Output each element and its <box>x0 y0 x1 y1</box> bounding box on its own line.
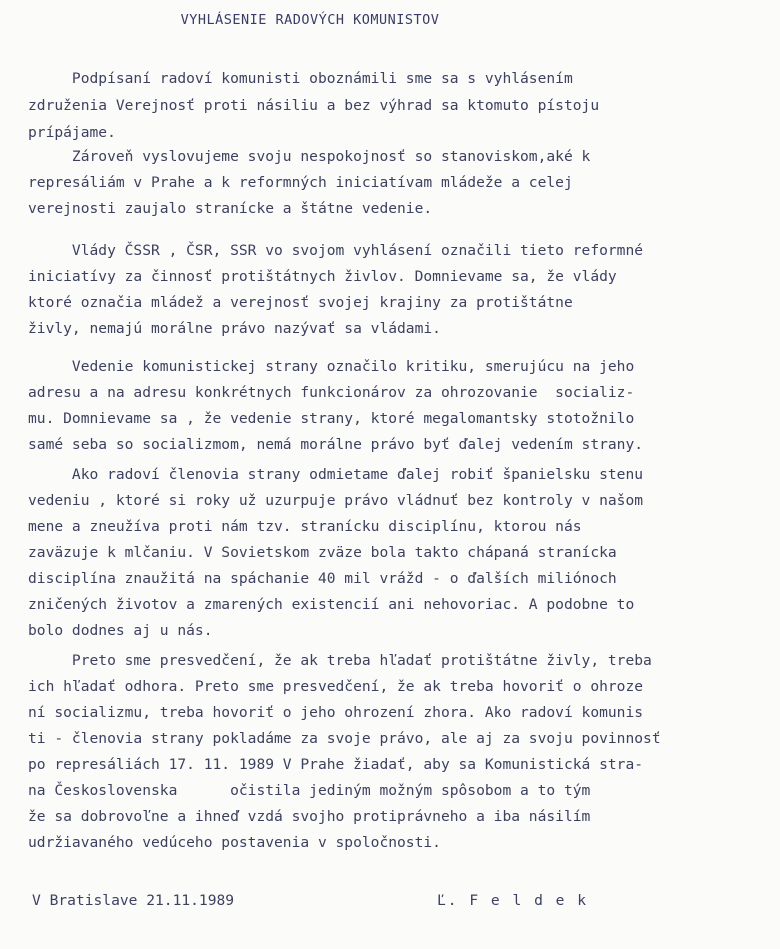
text-line: verejnosti zaujalo stranícke a štátne vedenie. <box>28 200 433 217</box>
text-line: samé seba so socializmom, nemá morálne právo byť ďalej vedením strany. <box>28 436 644 453</box>
text-line: ti - členovia strany pokladáme za svoje právo, ale aj za svoju povinnosť <box>28 730 661 747</box>
text-line: vedeniu , ktoré si roky už uzurpuje právo vládnuť bez kontroly v našom <box>28 492 644 509</box>
text-line: živly, nemajú morálne právo nazývať sa vládami. <box>28 320 441 337</box>
text-line: prípájame. <box>28 124 116 141</box>
text-line: po represáliách 17. 11. 1989 V Prahe žiadať, aby sa Komunistická stra- <box>28 756 644 773</box>
text-line: zaväzuje k mlčaniu. V Sovietskom zväze bola takto chápaná stranícka <box>28 544 617 561</box>
document-title: VYHLÁSENIE RADOVÝCH KOMUNISTOV <box>180 12 440 28</box>
signature-block <box>32 892 732 914</box>
text-line: že sa dobrovoľne a ihneď vzdá svojho protiprávneho a iba násilím <box>28 808 591 825</box>
text-line: mene a zneužíva proti nám tzv. stranícku disciplínu, ktorou nás <box>28 518 582 535</box>
text-line: Ako radoví členovia strany odmietame ďalej robiť španielsku stenu <box>28 466 644 483</box>
text-line: ní socializmu, treba hovoriť o jeho ohrození zhora. Ako radoví komunis <box>28 704 644 721</box>
text-line: Preto sme presvedčení, že ak treba hľadať protištátne živly, treba <box>28 652 652 669</box>
text-line: Zároveň vyslovujeme svoju nespokojnosť so stanoviskom,aké k <box>28 148 591 165</box>
text-line: adresu a na adresu konkrétnych funkcionárov za ohrozovanie socializ- <box>28 384 635 401</box>
text-line: na Československa očistila jediným možným spôsobom a to tým <box>28 782 591 799</box>
text-line: Podpísaní radoví komunisti oboznámili sme sa s vyhlásením <box>28 70 573 87</box>
text-line: represáliám v Prahe a k reformných iniciatívam mládeže a celej <box>28 174 573 191</box>
text-line: mu. Domnievame sa , že vedenie strany, ktoré megalomantsky stotožnilo <box>28 410 635 427</box>
text-line: bolo dodnes aj u nás. <box>28 622 213 639</box>
text-line: Vedenie komunistickej strany označilo kritiku, smerujúcu na jeho <box>28 358 635 375</box>
text-line: združenia Verejnosť proti násiliu a bez výhrad sa ktomuto pístoju <box>28 97 600 114</box>
text-line: ktoré označia mládež a verejnosť svojej krajiny za protištátne <box>28 294 573 311</box>
text-line: ich hľadať odhora. Preto sme presvedčení, že ak treba hovoriť o ohroze <box>28 678 644 695</box>
signer-name: Ľ. F e l d e k <box>437 892 589 909</box>
place-and-date: V Bratislave 21.11.1989 <box>32 892 235 909</box>
text-line: udržiavaného vedúceho postavenia v spoločnosti. <box>28 834 441 851</box>
text-line: zničených životov a zmarených existencií ani nehovoriac. A podobne to <box>28 596 635 613</box>
text-line: Vlády ČSSR , ČSR, SSR vo svojom vyhlásení označili tieto reformné <box>28 242 644 259</box>
text-line: disciplína znaužitá na spáchanie 40 mil vrážd - o ďalších miliónoch <box>28 570 617 587</box>
text-line: iniciatívy za činnosť protištátnych živlov. Domnievame sa, že vlády <box>28 268 617 285</box>
